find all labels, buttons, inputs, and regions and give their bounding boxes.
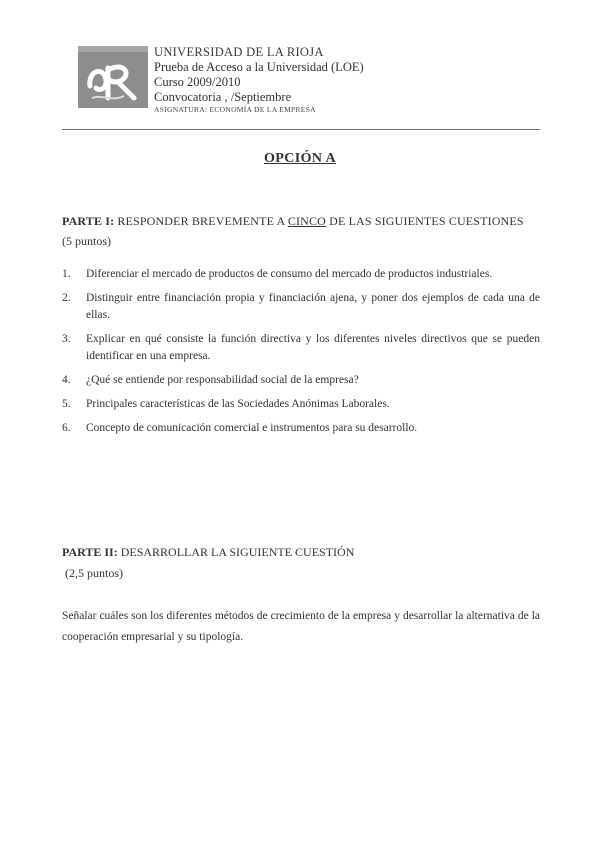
question-item xyxy=(62,331,540,365)
course-year: Curso 2009/2010 xyxy=(154,75,241,89)
question-item xyxy=(62,266,540,283)
part-1-label: PARTE I: xyxy=(62,214,115,228)
part-1-text-after: DE LAS SIGUIENTES CUESTIONES xyxy=(329,214,524,228)
question-text: Explicar en qué consiste la función directiva y los diferentes niveles directivos que se pueden identificar en una empresa. xyxy=(86,333,540,362)
part-2-section xyxy=(62,543,542,582)
university-logo-icon xyxy=(78,46,148,108)
page-title: OPCIÓN A xyxy=(263,151,337,166)
question-text: Principales características de las Sociedades Anónimas Laborales. xyxy=(86,398,390,410)
exam-header xyxy=(154,45,454,115)
university-name: UNIVERSIDAD DE LA RIOJA xyxy=(154,45,324,59)
header-divider xyxy=(62,129,540,130)
question-number: 6. xyxy=(62,422,71,434)
logo-graphic xyxy=(78,46,148,108)
part-1-section xyxy=(62,213,542,250)
part-1-heading xyxy=(62,213,542,230)
part-1-question-list xyxy=(62,266,540,444)
part-2-heading xyxy=(62,543,542,561)
question-text: ¿Qué se entiende por responsabilidad social de la empresa? xyxy=(86,374,359,386)
subject-name: ASIGNATURA: ECONOMÍA DE LA EMPRESA xyxy=(154,105,316,114)
part-1-text-underlined: CINCO xyxy=(287,214,326,228)
question-number: 1. xyxy=(62,268,71,280)
question-text: Diferenciar el mercado de productos de consumo del mercado de productos industriales. xyxy=(86,268,493,280)
question-number: 3. xyxy=(62,333,71,345)
part-1-points: (5 puntos) xyxy=(62,234,111,248)
question-number: 5. xyxy=(62,398,71,410)
part-2-question: Señalar cuáles son los diferentes métodos de crecimiento de la empresa y desarrollar la alternativa de la cooperación empresarial y su tipología. xyxy=(62,610,540,643)
part-2-label: PARTE II: xyxy=(62,545,118,559)
question-item xyxy=(62,290,540,324)
question-text: Concepto de comunicación comercial e instrumentos para su desarrollo. xyxy=(86,422,418,434)
exam-name: Prueba de Acceso a la Universidad (LOE) xyxy=(154,60,364,74)
question-item xyxy=(62,420,540,437)
part-2-text: DESARROLLAR LA SIGUIENTE CUESTIÓN xyxy=(120,545,355,559)
question-item xyxy=(62,396,540,413)
part-2-points: (2,5 puntos) xyxy=(65,566,123,580)
question-number: 4. xyxy=(62,374,71,386)
part-1-text-before: RESPONDER BREVEMENTE A xyxy=(117,214,285,228)
question-number: 2. xyxy=(62,292,71,304)
question-item xyxy=(62,372,540,389)
question-text: Distinguir entre financiación propia y financiación ajena, y poner dos ejemplos de cada una de ellas. xyxy=(86,292,540,321)
exam-session: Convocatoria , /Septiembre xyxy=(154,90,292,104)
